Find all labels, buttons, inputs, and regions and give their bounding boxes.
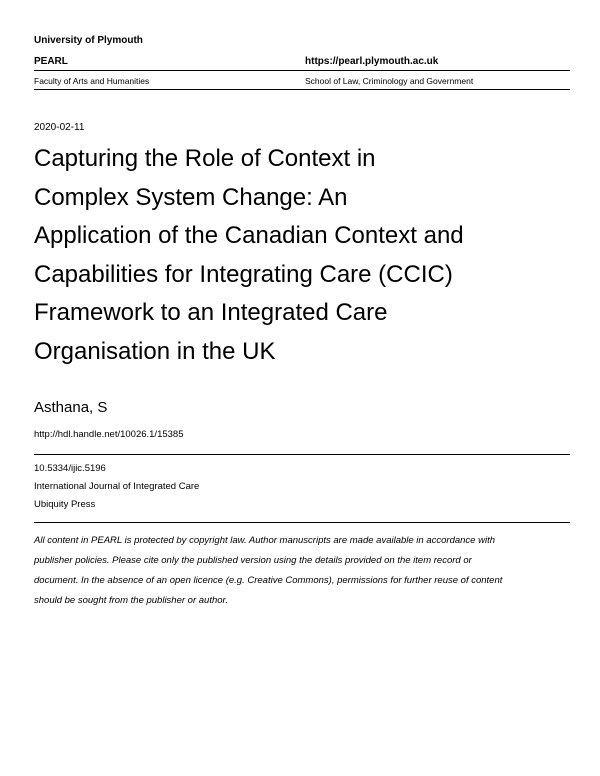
title-line: Framework to an Integrated Care [34, 299, 388, 326]
doi: 10.5334/ijic.5196 [34, 463, 106, 474]
handle-link[interactable]: http://hdl.handle.net/10026.1/15385 [34, 429, 184, 440]
faculty-name: Faculty of Arts and Humanities [34, 76, 150, 86]
title-line: Capturing the Role of Context in [34, 145, 376, 172]
notice-line: publisher policies. Please cite only the published version using the details provided on the item record or [34, 555, 472, 566]
journal-name: International Journal of Integrated Care [34, 481, 200, 492]
metadata-bottom-divider [34, 522, 570, 523]
notice-line: document. In the absence of an open licence (e.g. Creative Commons), permissions for further reuse of content [34, 575, 503, 586]
institution-name: University of Plymouth [34, 35, 143, 46]
publication-date: 2020-02-11 [34, 122, 85, 133]
header-divider [34, 70, 570, 71]
notice-line: should be sought from the publisher or author. [34, 595, 228, 606]
document-title [34, 140, 574, 371]
notice-line: All content in PEARL is protected by copyright law. Author manuscripts are made available in accordance with [34, 535, 495, 546]
metadata-top-divider [34, 454, 570, 455]
title-line: Capabilities for Integrating Care (CCIC) [34, 260, 453, 288]
school-name: School of Law, Criminology and Government [305, 76, 474, 86]
copyright-notice [34, 531, 574, 611]
publisher-name: Ubiquity Press [34, 499, 96, 510]
title-line: Application of the Canadian Context and [34, 222, 464, 249]
header-bottom-divider [34, 89, 570, 90]
title-line: Complex System Change: An [34, 183, 348, 211]
repository-url[interactable]: https://pearl.plymouth.ac.uk [305, 56, 439, 67]
title-line: Organisation in the UK [34, 337, 276, 365]
author-name: Asthana, S [34, 399, 108, 416]
repository-name: PEARL [34, 56, 68, 67]
